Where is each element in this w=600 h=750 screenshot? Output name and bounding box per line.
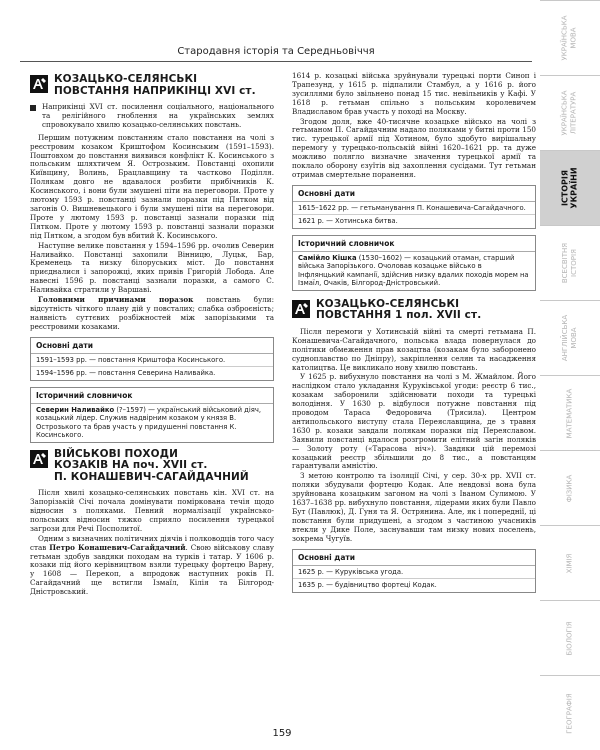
paragraph-sea-campaigns: 1614 р. козацькі війська зруйнували турецькі порти Синоп і Трапезунд, у 1615 р. підпалили Стамбул, а у 1616 р. його зусиллями було звільнено понад 15 тис. невільників у Кафі. У 1618 р. гетьман спільно з польським королевичем Владиславом брав участь у поході на Москву. [292,72,536,116]
date-row: 1621 р. — Хотинська битва. [298,217,398,226]
subject-tab-label: ГЕОГРАФІЯ [565,692,574,734]
subject-tab-label: БІОЛОГІЯ [565,620,574,656]
section-title: КОЗАЦЬКО-СЕЛЯНСЬКІ ПОВСТАННЯ НАПРИКІНЦІ XVI ст. [54,73,256,97]
subject-tab-label: МАТЕМАТИКА [565,388,574,438]
key-dates-box [292,549,536,593]
paragraph-sahaidachny: Одним з визначних політичних діячів і полководців того часу став Петро Конашевич-Сагайдачний. Свою військову славу гетьман здобув завдяки походам на турків і татар. У 1606 р. козаки під його керівництвом взяли турецьку фортецю Варну, у 1608 — Перекоп, а впродовж наступних років П. Сагайдачний ще встигли Ізмаїл, Кілія та Білгород-Дністровський. [30,533,274,597]
date-row: 1591–1593 рр. — повстання Криштофа Косинського. [31,354,273,368]
paragraph-defeat-causes: Головними причинами поразок повстань були: відсутність чіткого плану дій у повсталих; слабка озброєність; наявність суттєвих розбіжностей між запорізькими та реєстровими козаками. [30,295,274,331]
box-title: Основні дати [293,550,535,566]
subject-tab-label: ФІЗИКА [565,474,574,502]
key-dates-box [292,185,536,229]
glossary-box [292,235,536,291]
paragraph-after-khotyn: Після перемоги у Хотинській війні та смерті гетьмана П. Конашевича-Сагайдачного, польська влада повернулася до політики обмеження прав козацтва (козакам було заборонено судноплавство по Дніпру), закріплення селян та насадження католицтва. Це викликало нову хвилю повстань. [292,326,536,372]
subject-tab[interactable] [540,450,600,525]
box-title: Основні дати [293,186,535,202]
glossary-box [30,387,274,443]
box-title: Історичний словничок [293,236,535,252]
paragraph-kodak: З метою контролю та ізоляції Січі, у сер. 30-х рр. XVII ст. поляки збудували фортецю Кодак. Але невдовзі вона була зруйнована козацьким загоном на чолі з Іваном Сулимою. У 1637–1638 рр. вибухнуло повстання, лідерами яких були Павло Бут (Павлюк), Д. Гуня та Я. Острянина. Але, як і попереднії, ці повстання були придушені, а згодом з частиною учасників втекли у Дике Поле, заснувавши там низку нових поселень, зокрема Чугуїв. [292,471,536,543]
section-marker-icon [30,450,48,468]
paragraph-campaigns-intro: Після хвилі козацько-селянських повстань кін. XVI ст. на Запорізькій Січі почала домінувати поміркована течія щодо відносин з поляками. Певний нормалізації українсько-польських відносин тяжко сприяло посилення турецької загрози для Речі Посполитої. [30,488,274,533]
intro-paragraph: Наприкінці XVI ст. посилення соціального, національного та релігійного гноблення на українських землях спровокувало хвилю козацько-селянських повстань. [30,103,274,131]
subject-tab-label: ХІМІЯ [565,553,574,573]
date-row: 1594–1596 рр. — повстання Северина Наливайка. [36,369,216,378]
page-number: 159 [272,728,292,739]
paragraph-kosynsky: Першим потужним повстанням стало повстання на чолі з реєстровим козаком Криштофом Косинським (1591–1593). Поштовхом до повстання виявився конфлікт К. Косинського з польським шляхтичем Я. Острозьким. Повстанці охопили Київщину, Волинь, Брацлавщину та частково Поділля. Полякам довго не вдавалося розбити прибічників К. Косинського, і вони були змушені піти на переговори. Проте у лютому 1593 р. повстанці зазнали поразки під Пятком від загонів О. Вишневецького і були змушені піти на переговори. Проте у лютому 1593 р. повстанці зазнали поразки під Пятком. Проте у лютому 1593 р. повстанці зазнали поразки під Пятком, а згодом був вбитий К. Косинського. [30,132,274,240]
section-marker-icon [292,300,310,318]
box-title: Історичний словничок [31,388,273,404]
key-dates-box [30,337,274,381]
section-heading-uprisings-xvii [292,299,536,322]
header-divider [20,61,532,62]
box-title: Основні дати [31,338,273,354]
subject-tab-label: УКРАЇНСЬКА ЛІТЕРАТУРА [561,90,578,136]
right-column [292,72,536,722]
running-header: Стародавня історія та Середньовіччя [177,46,375,57]
subject-tab[interactable] [540,300,600,375]
section-title: ВІЙСЬКОВІ ПОХОДИ КОЗАКІВ НА поч. XVII ст. П. КОНАШЕВИЧ-САГАЙДАЧНИЙ [54,447,249,483]
paragraph-zhmailo-fedorovych: У 1625 р. вибухнуло повстання на чолі з М. Жмайлом. Його наслідком стало укладання Куруківської угоди: реєстр 6 тис., козакам заборонили здійснювати походи та турецькі володіння. У 1630 р. відбулося потужне повстання під проводом Тараса Федоровича (Трясила). Центром антипольського виступу стала Переяславщина, де з травня 1630 р. козаки завдали полякам поразки під Переяславом. Заявили повстанці вдалося розгромити елітний загін поляків — Золоту роту («Тарасова ніч»). Завдяки цій перемозі козацький реєстр збільшили до 8 тис., а повстанцям гарантували амністію. [292,372,536,471]
subject-tab-label: ВСЕСВІТНЯ ІСТОРІЯ [561,242,578,284]
section-heading-uprisings-xvi [30,74,274,97]
section-marker-icon [30,75,48,93]
section-heading-campaigns [30,449,274,484]
subject-tab[interactable] [540,600,600,675]
subject-tab[interactable] [540,75,600,150]
glossary-entry: Самійло Кішка (1530–1602) — козацький отаман, старший війська Запорізького. Очоловав козацьке військо в Інфлянцький кампанії, здійснив низку вдалих походів морем на Ізмаїл, Очаків, Білгород-Дністровський. [298,253,529,288]
subject-tab[interactable] [540,525,600,600]
subject-tab[interactable] [540,150,600,225]
subject-tab[interactable] [540,375,600,450]
subject-tab[interactable] [540,0,600,75]
paragraph-khotyn: Згодом доля, вже 40-тисячне козацьке військо на чолі з гетьманом П. Сагайдачним надало поляками у битві проти 150 тис. турецької армії під Хотином, було здобуто вирішальну перемогу у турецько-польській війні 1620–1621 рр. та дуже можливо полягло визначне значення турецької армії та поклало оборону єзуїтів від захоплення сусідами. Тут гетьман отримав смертельне поранення. [292,116,536,179]
paragraph-nalyvaiko: Наступне велике повстання у 1594–1596 рр. очолив Северин Наливайко. Повстанці захопили Вінницю, Луцьк, Бар, Кременець та низку білоруських міст. До повстання приєдналися і запорожці, яких привів Григорій Лобода. Але навесні 1596 р. повстанці зазнали поразки, а самого С. Наливайка стратили у Варшаві. [30,240,274,295]
date-row: 1635 р. — будівництво фортеці Кодак. [298,581,437,590]
date-row: 1625 р. — Куруківська угода. [293,566,535,580]
section-title: КОЗАЦЬКО-СЕЛЯНСЬКІ ПОВСТАННЯ 1 пол. XVII ст. [316,297,482,322]
subject-tab-label: УКРАЇНСЬКА МОВА [561,15,578,61]
subject-tab[interactable] [540,675,600,750]
square-bullet-icon [30,105,36,111]
subject-tab[interactable] [540,225,600,300]
left-column [30,72,274,722]
date-row: 1615–1622 рр. — гетьманування П. Конашевича-Сагайдачного. [293,202,535,216]
subject-tab-label: АНГЛІЙСЬКА МОВА [561,314,578,362]
subject-tab-label: ІСТОРІЯ УКРАЇНИ [560,167,579,209]
glossary-entry: Северин Наливайко (?–1597) — український військовий діяч, козацький лідер. Служив надвірним козаком у князя В. Острозького та брав участь у придушенні повстання К. Косинського. [36,405,261,440]
